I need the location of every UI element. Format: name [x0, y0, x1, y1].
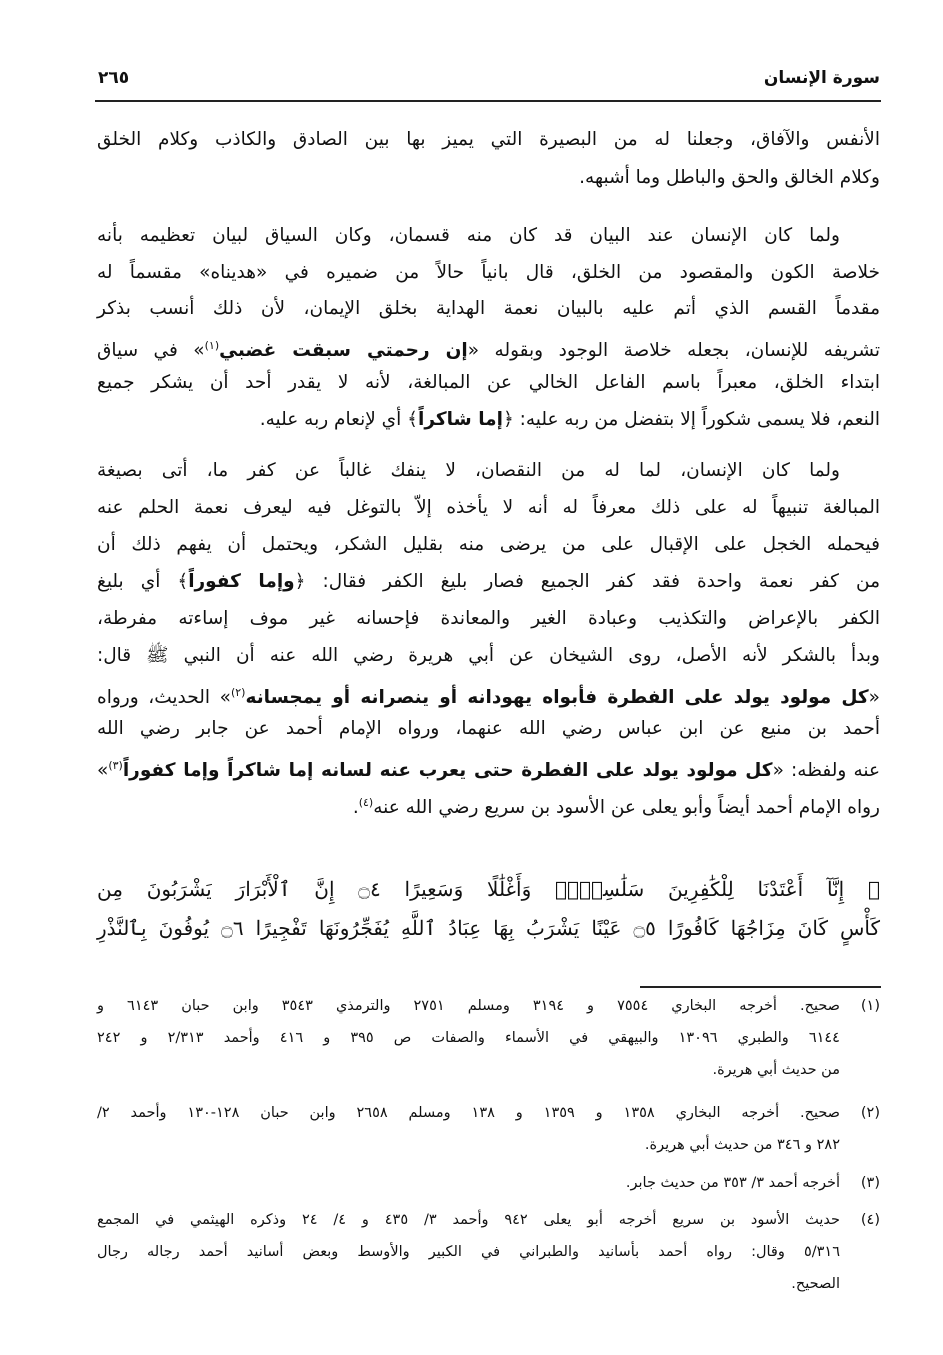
quran-verse-line: كَأْسٍ كَانَ مِزَاجُهَا كَافُورًا ۝٥ عَيْنًا يَشْرَبُ بِهَا عِبَادُ ٱللَّهِ يُفَجِّرُونَهَا تَفْجِيرًا ۝٦ يُوفُونَ بِٱلنَّذْرِ: [97, 916, 881, 940]
text: تشريفه للإنسان، بجعله خلاصة الوجود وبقوله «: [467, 340, 880, 362]
body-line: [97, 405, 880, 435]
text: من كفر نعمة واحدة فقد كفر الجميع فصار بليغ الكفر فقال: ﴿: [294, 571, 880, 592]
header-divider: [95, 100, 881, 102]
footnote-line: ٥/٣١٦ وقال: رواه أحمد بأسانيد والطبراني في الكبير والأوسط وبعض أسانيد أحمد رجاله رجال: [97, 1244, 840, 1260]
text: «: [868, 687, 880, 709]
page-number: ٢٦٥: [98, 68, 130, 88]
text: النعم، فلا يسمى شكوراً إلا بتفضل من ربه عليه: ﴿: [502, 409, 880, 430]
body-line: ولما كان الإنسان، لما له من النقصان، لا ينفك غالباً عن كفر ما، أتى بصيغة: [97, 460, 840, 481]
text: رواه الإمام أحمد أيضاً وأبو يعلى عن الأسود بن سريع رضي الله عنه: [373, 797, 880, 819]
footnote-2: [97, 1100, 880, 1158]
footnote-line: صحيح. أخرجه البخاري ١٣٥٨ و ١٣٥٩ و ١٣٨ ومسلم ٢٦٥٨ وابن حبان ١٢٨-١٣٠ وأحمد ٢/: [97, 1105, 840, 1121]
footnote-line: ٢٨٢ و ٣٤٦ من حديث أبي هريرة.: [644, 1137, 840, 1153]
body-line: وبدأ بالشكر لأنه الأصل، روى الشيخان عن أبي هريرة رضي الله عنه أن النبي ﷺ قال:: [97, 645, 880, 666]
body-line: فيحمله الخجل على الإقبال على من يرضى منه بقليل الشكر، ويحتمل أن يفهم ذلك أن: [97, 534, 880, 555]
body-line: [97, 567, 880, 597]
body-line: ولما كان الإنسان عند البيان قد كان منه قسمان، وكان السياق لبيان تعظيمه بأنه: [97, 225, 840, 246]
footnote-divider: [640, 986, 881, 988]
text: »: [97, 760, 109, 782]
quran-quote: وإما كفوراً: [188, 571, 295, 592]
body-line: الكفر بالإعراض والتكذيب وعبادة الغير والمعاندة فإحسانه غير موف إساءته مفرطة،: [97, 608, 880, 629]
text: عنه ولفظه: «: [772, 760, 880, 782]
footnote-ref[interactable]: (٣): [108, 759, 123, 772]
text: » الحديث، ورواه: [97, 687, 231, 709]
body-line: الأنفس والآفاق، وجعلنا له من البصيرة التي يميز بها بين الصادق والكاذب وكلام الخلق: [97, 129, 880, 150]
text: ﴾ أي بليغ: [97, 571, 189, 592]
body-line: أحمد بن منيع عن ابن عباس رضي الله عنهما، ورواه الإمام أحمد عن جابر رضي الله: [97, 718, 880, 739]
footnote-number: (٢): [860, 1105, 880, 1121]
body-line: خلاصة الكون والمقصود من الخلق، قال بانياً حالاً من ضميره في «هديناه» مقسماً له: [97, 262, 880, 283]
footnote-3: [97, 1170, 880, 1196]
footnote-ref[interactable]: (٢): [230, 686, 246, 699]
footnote-line: الصحيح.: [791, 1276, 840, 1292]
footnote-number: (٣): [860, 1175, 880, 1191]
running-header-surah-title: سورة الإنسان: [763, 68, 880, 88]
footnote-ref[interactable]: (٤): [358, 796, 374, 809]
body-line: المبالغة تنبيهاً له على ذلك معرفاً له أنه لا يأخذه إلاّ بالتوغل فيه ليعرف نعمة الحلم عنه: [97, 497, 880, 518]
text: .: [352, 797, 359, 819]
body-line: [97, 678, 880, 713]
body-line: مقدماً القسم الذي أتم عليه بالبيان نعمة الهداية بخلق الإيمان، لأن ذلك أنسب بذكر: [97, 298, 880, 319]
footnote-4: [97, 1207, 880, 1297]
hadith-quote: كل مولود يولد على الفطرة حتى يعرب عنه لسانه إما شاكراً وإما كفوراً: [122, 760, 773, 782]
hadith-quote: كل مولود يولد على الفطرة فأبواه يهودانه أو ينصرانه أو يمجسانه: [245, 687, 869, 709]
footnote-line: من حديث أبي هريرة.: [712, 1062, 840, 1078]
footnote-line: ٦١٤٤ والطبري ١٣٠٩٦ والبيهقي في الأسماء والصفات ص ٣٩٥ و ٤١٦ وأحمد ٢/٣١٣ و ٢٤٢: [97, 1030, 840, 1046]
text: » في سياق: [97, 340, 205, 362]
footnote-line: أخرجه أحمد ٣/ ٣٥٣ من حديث جابر.: [625, 1175, 840, 1191]
body-line: [97, 751, 880, 786]
quran-verse-line: ﴿ إِنَّآ أَعْتَدْنَا لِلْكَٰفِرِينَ سَلَٰسِلَا۟ وَأَغْلَٰلًا وَسَعِيرًا ۝٤ إِنَّ ٱلْأَبْرَارَ يَشْرَبُونَ مِن: [97, 877, 880, 901]
hadith-quote: إن رحمتي سبقت غضبي: [219, 340, 468, 362]
quran-quote: إما شاكراً: [418, 409, 503, 430]
footnote-ref[interactable]: (١): [204, 339, 220, 352]
footnote-1: [97, 993, 880, 1083]
body-line: [97, 788, 880, 823]
body-line: [97, 331, 880, 366]
footnote-number: (١): [860, 998, 880, 1014]
footnote-line: حديث الأسود بن سريع أخرجه أبو يعلى ٩٤٢ وأحمد ٣/ ٤٣٥ و ٤/ ٢٤ وذكره الهيثمي في المجمع: [97, 1212, 840, 1228]
body-line: وكلام الخالق والحق والباطل وما أشبهه.: [579, 167, 880, 188]
text: ﴾ أي لإنعام ربه عليه.: [259, 409, 418, 430]
footnote-number: (٤): [860, 1212, 880, 1228]
footnote-line: صحيح. أخرجه البخاري ٧٥٥٤ و ٣١٩٤ ومسلم ٢٧٥١ والترمذي ٣٥٤٣ وابن حبان ٦١٤٣ و: [97, 998, 840, 1014]
body-line: ابتداء الخلق، معبراً باسم الفاعل الخالي عن المبالغة، لأنه لا يقدر أحد أن يشكر جميع: [97, 372, 880, 393]
